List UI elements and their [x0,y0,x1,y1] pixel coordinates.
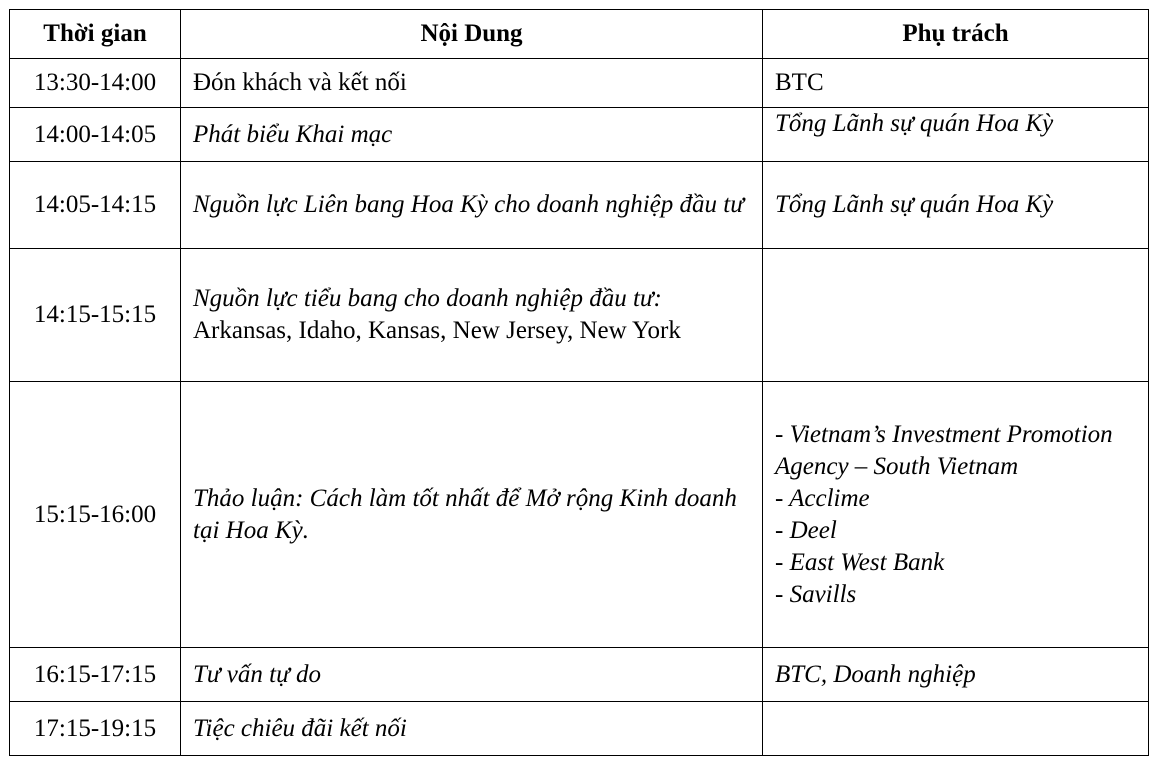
content-line-states: Arkansas, Idaho, Kansas, New Jersey, New York [193,317,681,344]
header-owner: Phụ trách [763,10,1149,59]
owner-cell: Tổng Lãnh sự quán Hoa Kỳ [763,162,1149,249]
table-row [10,59,1149,108]
content-cell: Thảo luận: Cách làm tốt nhất để Mở rộng Kinh doanh tại Hoa Kỳ. [181,382,763,648]
content-cell: Nguồn lực Liên bang Hoa Kỳ cho doanh nghiệp đầu tư [181,162,763,249]
time-cell: 13:30-14:00 [10,59,181,108]
owner-cell [763,249,1149,382]
table-row [10,108,1149,162]
content-cell [181,249,763,382]
time-cell: 14:00-14:05 [10,108,181,162]
owner-cell: BTC [763,59,1149,108]
table-row [10,382,1149,648]
owner-cell [763,702,1149,756]
header-time: Thời gian [10,10,181,59]
content-cell: Tư vấn tự do [181,648,763,702]
table-row [10,702,1149,756]
table-row [10,648,1149,702]
table-row [10,249,1149,382]
time-cell: 16:15-17:15 [10,648,181,702]
owner-cell: BTC, Doanh nghiệp [763,648,1149,702]
time-cell: 14:15-15:15 [10,249,181,382]
owner-cell [763,382,1149,648]
owner-list-item: - East West Bank [775,548,945,576]
owner-cell: Tổng Lãnh sự quán Hoa Kỳ [763,108,1149,162]
content-cell: Phát biểu Khai mạc [181,108,763,162]
table-header-row [10,10,1149,59]
owner-list-item: - Savills [775,580,857,608]
time-cell: 14:05-14:15 [10,162,181,249]
table-row [10,162,1149,249]
agenda-table [9,9,1149,756]
time-cell: 15:15-16:00 [10,382,181,648]
owner-list-item: - Acclime [775,484,870,512]
time-cell: 17:15-19:15 [10,702,181,756]
owner-list-item: - Deel [775,516,837,544]
owner-list-item: - Vietnam’s Investment Promotion Agency – South Vietnam [775,420,1113,480]
content-line-italic: Nguồn lực tiểu bang cho doanh nghiệp đầu tư: [193,285,662,312]
header-content: Nội Dung [181,10,763,59]
content-cell: Tiệc chiêu đãi kết nối [181,702,763,756]
content-cell: Đón khách và kết nối [181,59,763,108]
